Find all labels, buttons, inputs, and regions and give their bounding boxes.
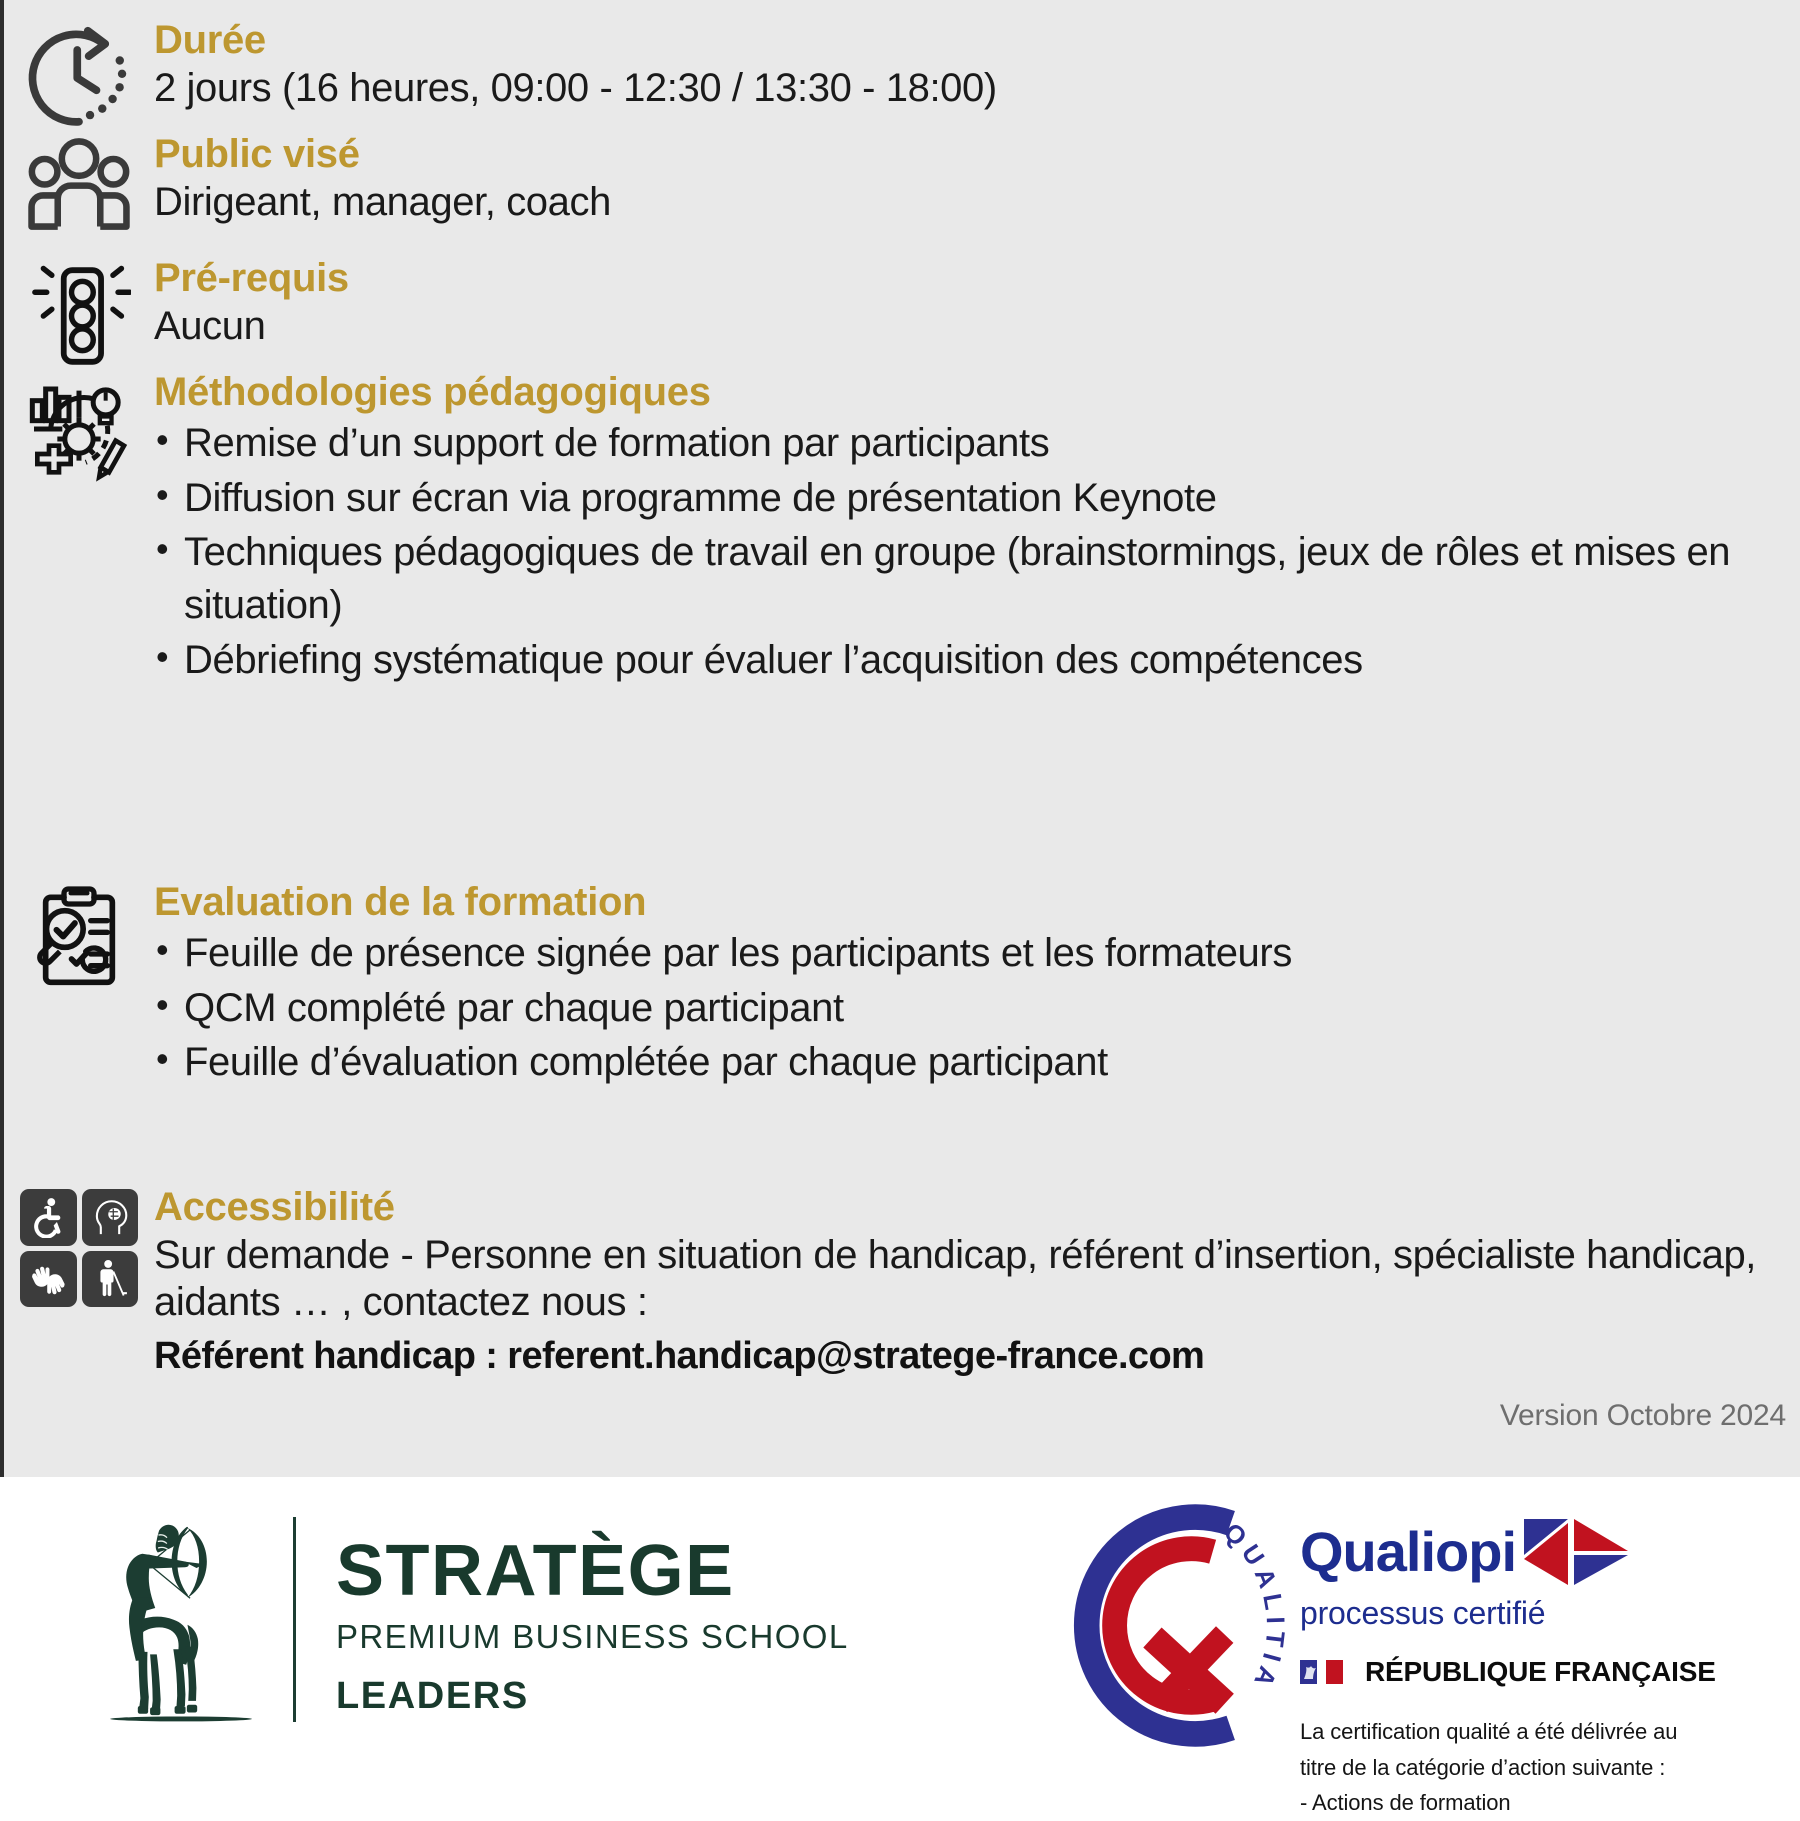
evaluation-list — [154, 927, 1784, 1089]
brand-tagline: LEADERS — [336, 1674, 529, 1717]
brand-name: STRATÈGE — [336, 1530, 735, 1611]
section-pre-requis — [4, 256, 1784, 372]
page-footer — [0, 1477, 1800, 1816]
qualiopi-subtitle: processus certifié — [1300, 1595, 1546, 1631]
section-methodologies — [4, 370, 1784, 689]
clock-arrow-icon — [4, 18, 154, 134]
section-heading: Durée — [154, 18, 266, 62]
methodologies-list — [154, 417, 1784, 687]
list-item: • Techniques pédagogiques de travail en groupe (brainstormings, jeux de rôles et mises en situation) — [154, 526, 1784, 632]
list-item: • Diffusion sur écran via programme de présentation Keynote — [154, 472, 1784, 525]
section-body-line: 2 jours (16 heures, 09:00 - 12:30 / 13:30 - 18:00) — [154, 65, 997, 110]
qualiopi-name: Qualiopi — [1300, 1520, 1516, 1583]
section-heading: Public visé — [154, 132, 360, 176]
qualitia-seal-icon — [1045, 1487, 1290, 1772]
section-accessibilite — [4, 1185, 1784, 1380]
qualiopi-wordmark — [1300, 1515, 1716, 1589]
brand-divider — [293, 1517, 296, 1722]
clipboard-check-icon — [4, 880, 154, 994]
section-heading: Méthodologies pédagogiques — [154, 370, 711, 414]
head-brain-icon — [82, 1189, 139, 1246]
section-evaluation — [4, 880, 1784, 1091]
white-cane-person-icon — [82, 1251, 139, 1308]
section-public-vise — [4, 132, 1784, 232]
stratege-brand-block — [110, 1497, 849, 1742]
fineprint-line: - Actions de formation — [1300, 1790, 1511, 1816]
list-item: • Feuille d’évaluation complétée par chaque participant — [154, 1036, 1784, 1089]
fineprint-line: titre de la catégorie d’action suivante : — [1300, 1754, 1666, 1780]
certification-fineprint — [1300, 1714, 1716, 1821]
section-body-line: Sur demande - Personne en situation de handicap, référent d’insertion, spécialiste handicap, aidants … , contactez nous : — [154, 1232, 1757, 1324]
methodology-gear-icon — [4, 370, 154, 484]
republique-francaise-block — [1300, 1656, 1716, 1688]
wheelchair-icon — [20, 1189, 77, 1246]
section-heading: Evaluation de la formation — [154, 880, 647, 924]
section-body-line: Aucun — [154, 303, 266, 348]
marianne-flag-icon — [1300, 1657, 1356, 1687]
qualiopi-arrows-icon — [1520, 1515, 1632, 1589]
section-heading: Pré-requis — [154, 256, 349, 300]
centaur-archer-logo — [110, 1497, 265, 1742]
section-body-line: Dirigeant, manager, coach — [154, 179, 611, 224]
referent-handicap-contact: Référent handicap : referent.handicap@stratege-france.com — [154, 1335, 1205, 1378]
qualiopi-certification-block — [1045, 1487, 1716, 1821]
brand-subtitle: PREMIUM BUSINESS SCHOOL — [336, 1617, 849, 1655]
list-item: • Remise d’un support de formation par participants — [154, 417, 1784, 470]
section-duree — [4, 18, 1784, 134]
fineprint-line: La certification qualité a été délivrée au — [1300, 1719, 1678, 1744]
list-item: • Débriefing systématique pour évaluer l’acquisition des compétences — [154, 634, 1784, 687]
section-heading: Accessibilité — [154, 1185, 395, 1229]
republique-francaise-label: RÉPUBLIQUE FRANÇAISE — [1365, 1656, 1716, 1687]
list-item: • Feuille de présence signée par les participants et les formateurs — [154, 927, 1784, 980]
list-item: • QCM complété par chaque participant — [154, 982, 1784, 1035]
version-note: Version Octobre 2024 — [1499, 1399, 1786, 1432]
people-group-icon — [4, 132, 154, 232]
traffic-light-icon — [4, 256, 154, 372]
sign-language-icon — [20, 1251, 77, 1308]
accessibility-icons — [4, 1185, 154, 1307]
svg-text:QUALITIA: QUALITIA — [1217, 1518, 1290, 1696]
